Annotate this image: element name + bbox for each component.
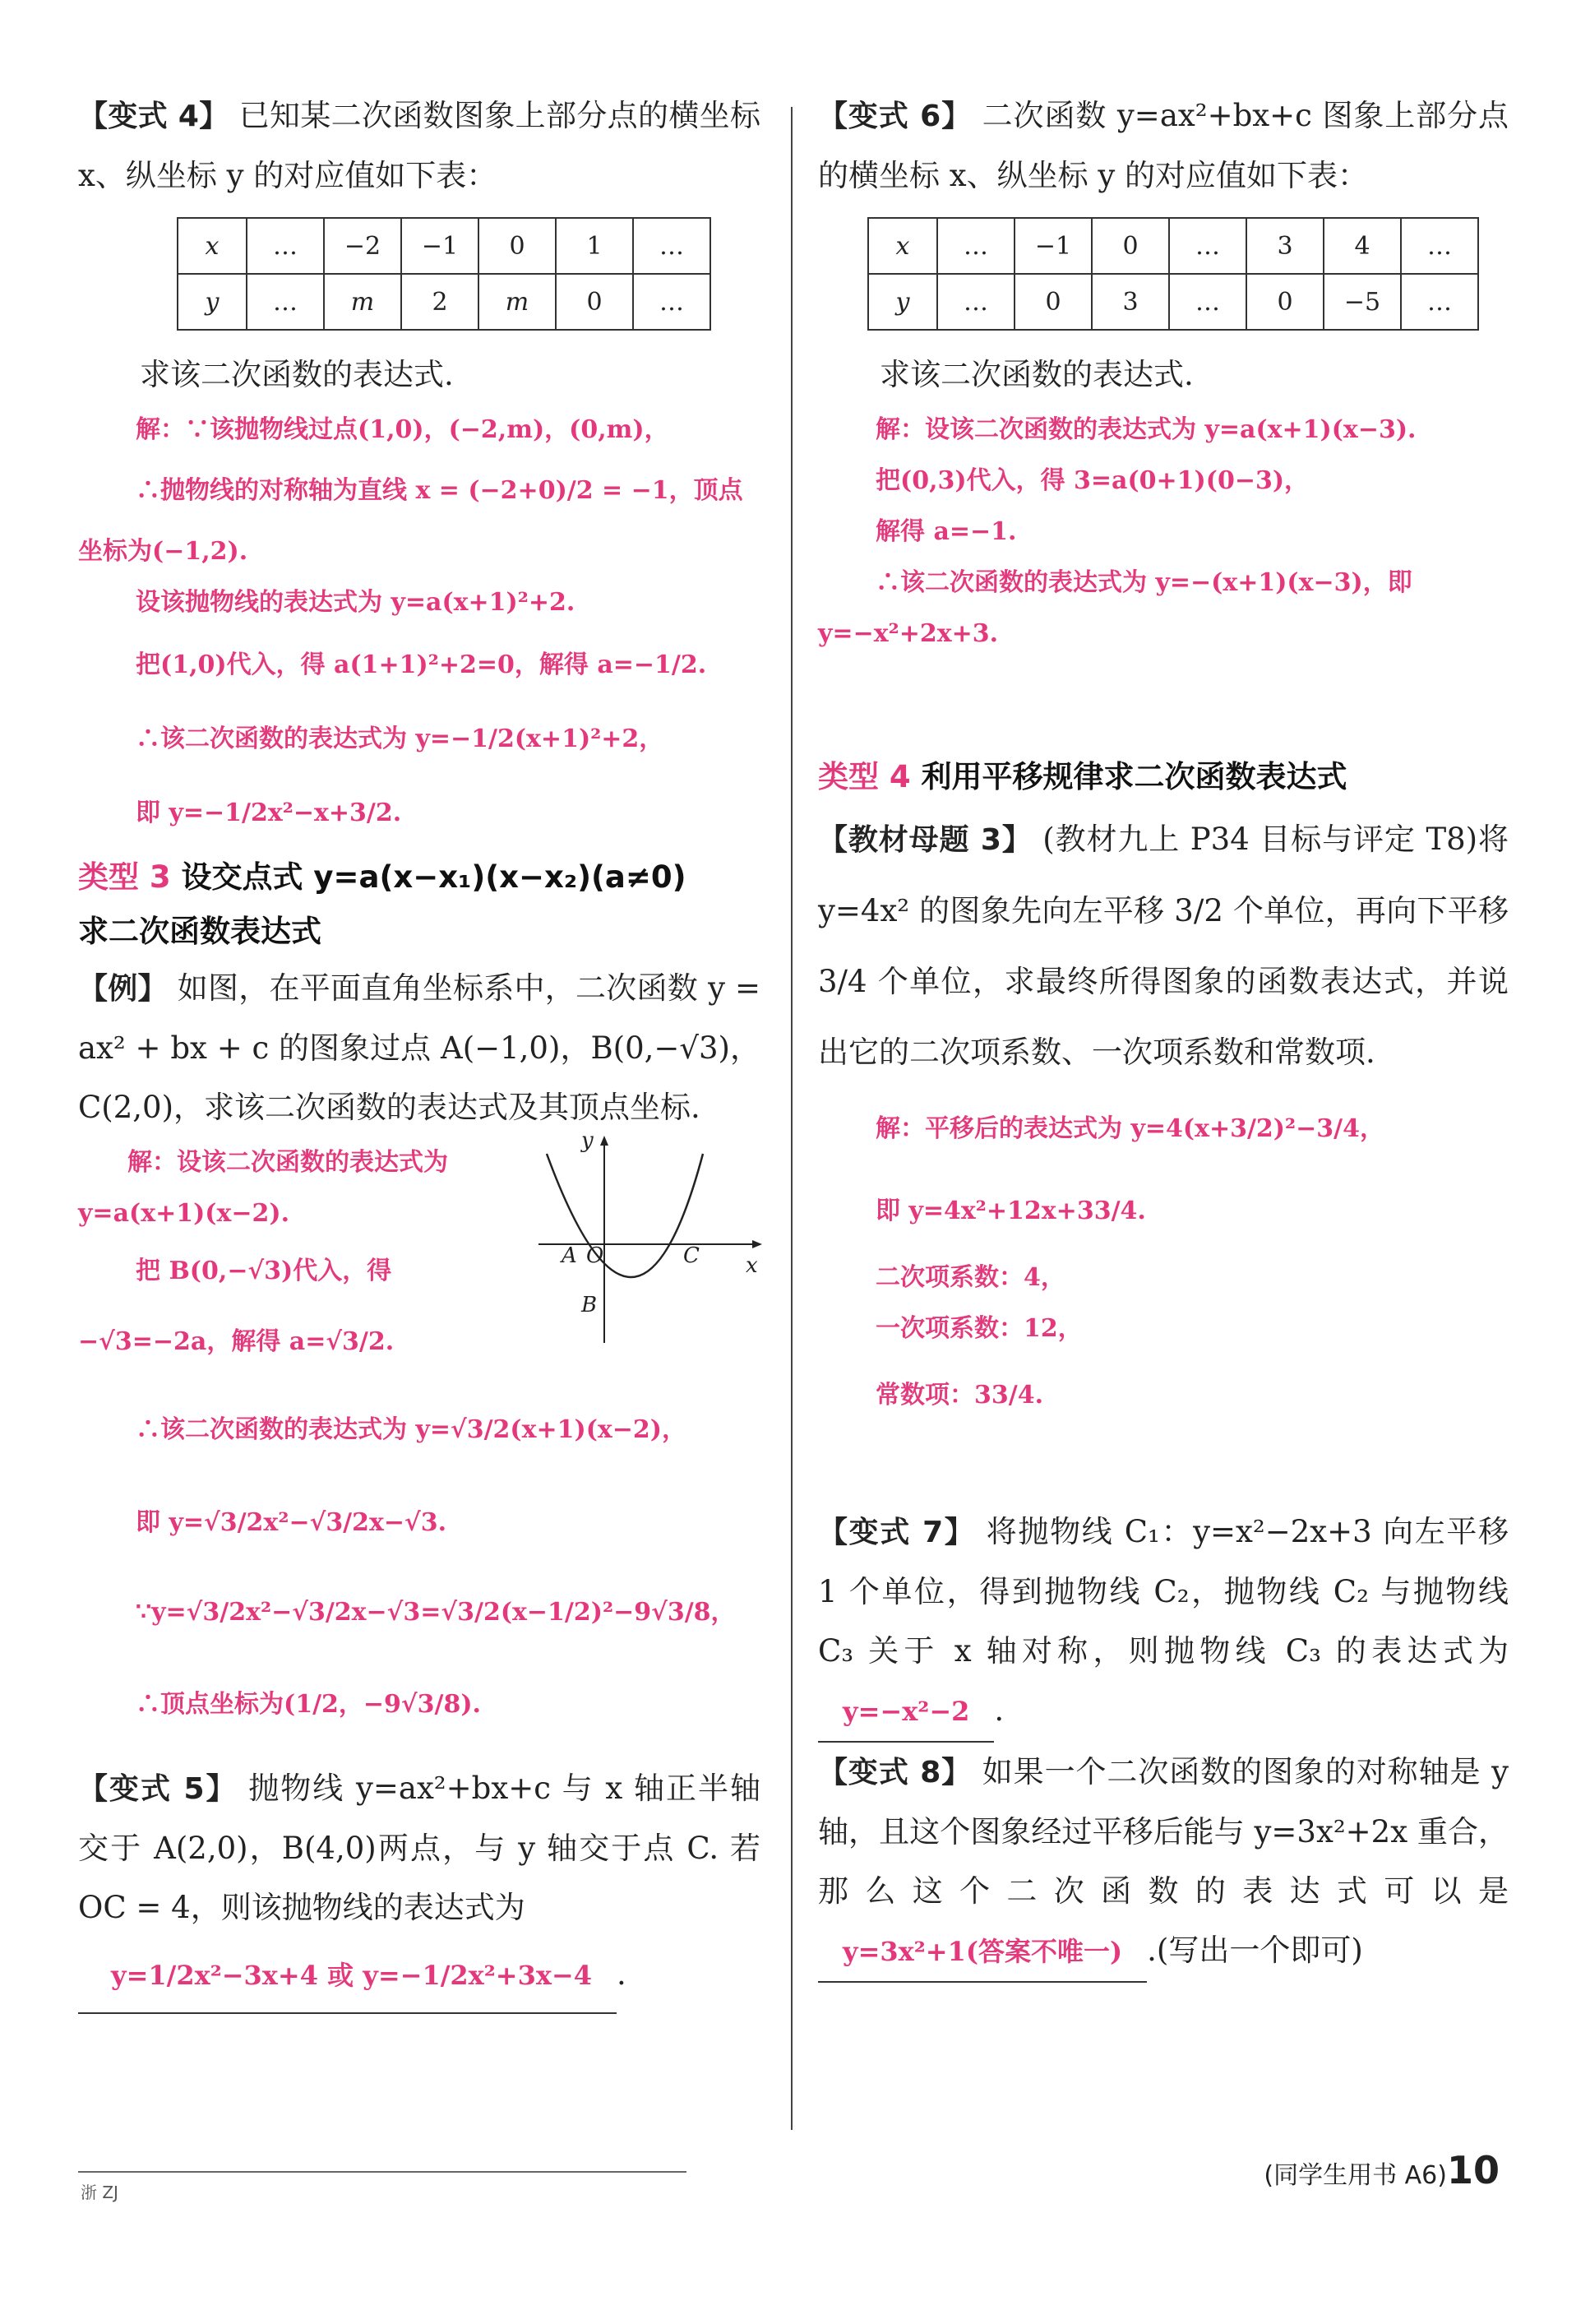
table-cell: y [868,274,937,330]
variant-4-label: 【变式 4】 [78,100,229,133]
textbook-problem-3-solution [818,1088,1509,1437]
type-3-heading [78,850,760,905]
variant-5-answer-line [78,1937,760,2014]
solution-line: 把(0,3)代入，得 3=a(0+1)(0−3)， [876,466,1310,495]
table-cell: … [1401,218,1478,274]
table-cell: −1 [1015,218,1092,274]
variant-8 [818,1743,1509,1983]
footer-edition: 浙 ZJ [81,2183,118,2202]
variant-4-solution [78,405,760,850]
solution-line: 把 B(0,−√3)代入，得 [136,1257,392,1285]
solution-line: 即 y=4x²+12x+33/4. [876,1197,1146,1225]
right-column [818,86,1509,1983]
table-cell: … [633,218,710,274]
textbook-problem-3 [818,804,1509,1088]
table-row [868,218,1478,274]
variant-6-table [867,217,1479,331]
example-text: 如图，在平面直角坐标系中，二次函数 y = ax² + bx + c 的图象过点 A(−1,0)，B(0,−√3)，C(2,0)，求该二次函数的表达式及其顶点坐标. [78,970,760,1125]
table-cell: x [178,218,247,274]
variant-6 [818,86,1509,206]
variant-7-end: . [994,1692,1005,1728]
table-cell: … [1401,274,1478,330]
origin-label: O [586,1243,604,1268]
table-cell: −2 [324,218,401,274]
table-cell: 3 [1092,274,1169,330]
type-4-tag: 类型 4 [818,759,911,794]
table-cell: 0 [478,218,556,274]
solution-line: ∴顶点坐标为(1/2，−9√3/8). [136,1690,481,1719]
solution-line: 解：设该二次函数的表达式为 [127,1148,448,1177]
variant-8-label: 【变式 8】 [818,1756,973,1789]
bottom-rule [78,2171,686,2173]
table-cell: … [247,274,324,330]
type-4-heading [818,750,1509,804]
table-cell: … [937,218,1015,274]
solution-line: ∴抛物线的对称轴为直线 x = (−2+0)/2 = −1，顶点 [136,476,743,505]
variant-5-text: 抛物线 y=ax²+bx+c 与 x 轴正半轴交于 A(2,0)，B(4,0)两点，与 y 轴交于点 C. 若 OC = 4，则该抛物线的表达式为 [78,1771,760,1925]
type-3-title: 设交点式 y=a(x−x₁)(x−x₂)(a≠0) [181,859,686,895]
variant-7-answer[interactable]: y=−x²−2 [818,1682,994,1743]
solution-line: 常数项：33/4. [876,1381,1044,1410]
table-cell: 1 [556,218,633,274]
variant-5-answer[interactable]: y=1/2x²−3x+4 或 y=−1/2x²+3x−4 [78,1938,617,2014]
variant-6-label: 【变式 6】 [818,100,972,133]
table-cell: … [1169,218,1246,274]
table-cell: 0 [1015,274,1092,330]
table-cell: y [178,274,247,330]
table-cell: … [937,274,1015,330]
variant-6-solution [818,405,1509,660]
table-cell: 0 [1246,274,1324,330]
solution-line: 把(1,0)代入，得 a(1+1)²+2=0，解得 a=−1/2. [136,650,707,679]
variant-5-end: . [617,1956,626,1992]
variant-7-label: 【变式 7】 [818,1516,976,1549]
table-cell: … [1169,274,1246,330]
variant-5 [78,1759,760,1937]
left-column [78,86,760,2014]
column-divider [791,107,793,2130]
solution-line: y=a(x+1)(x−2). [78,1199,290,1228]
table-cell: … [633,274,710,330]
solution-line: 解：∵该抛物线过点(1,0)，(−2,m)，(0,m)， [136,415,669,444]
textbook-problem-3-text: (教材九上 P34 目标与评定 T8)将 y=4x² 的图象先向左平移 3/2 个单位，再向下平移 3/4 个单位，求最终所得图象的函数表达式，并说出它的二次项系数、一次项系数和常数项. [818,822,1509,1070]
table-row [178,218,710,274]
variant-4-table [177,217,711,331]
type-4-title: 利用平移规律求二次函数表达式 [921,759,1347,794]
variant-4 [78,86,760,206]
axis-x-label: x [746,1253,758,1278]
example-solution [78,1128,760,1751]
variant-4-question: 求该二次函数的表达式. [140,357,454,392]
solution-line: ∴该二次函数的表达式为 y=√3/2(x+1)(x−2)， [136,1415,687,1444]
table-cell: 0 [1092,218,1169,274]
example-label: 【例】 [78,972,168,1006]
solution-line: 设该抛物线的表达式为 y=a(x+1)²+2. [136,588,575,617]
solution-line: 一次项系数：12， [876,1314,1083,1343]
point-a-label: A [562,1243,577,1268]
table-cell: 4 [1324,218,1401,274]
table-cell: … [247,218,324,274]
variant-8-answer[interactable]: y=3x²+1(答案不唯一) [818,1922,1147,1983]
footer-page [1264,2148,1500,2192]
solution-line: y=−x²+2x+3. [818,619,999,648]
parabola-graph [530,1121,769,1351]
textbook-problem-3-label: 【教材母题 3】 [818,823,1033,857]
page-number: 10 [1446,2148,1500,2192]
example [78,959,760,1137]
solution-line: 即 y=√3/2x²−√3/2x−√3. [136,1508,447,1537]
type-3-tag: 类型 3 [78,859,171,895]
solution-line: 解：设该二次函数的表达式为 y=a(x+1)(x−3). [876,415,1417,444]
table-cell: x [868,218,937,274]
table-cell: 3 [1246,218,1324,274]
solution-line: 坐标为(−1,2). [78,537,248,566]
solution-line: 解得 a=−1. [876,517,1017,546]
variant-5-label: 【变式 5】 [78,1772,238,1806]
table-row [178,274,710,330]
solution-line: 即 y=−1/2x²−x+3/2. [136,799,402,827]
solution-line: ∵y=√3/2x²−√3/2x−√3=√3/2(x−1/2)²−9√3/8， [136,1598,736,1627]
table-cell: −5 [1324,274,1401,330]
solution-line: 二次项系数：4， [876,1263,1065,1292]
variant-7-text: 将抛物线 C₁：y=x²−2x+3 向左平移 1 个单位，得到抛物线 C₂，抛物线 C₂ 与抛物线 C₃ 关于 x 轴对称，则抛物线 C₃ 的表达式为 [818,1514,1509,1669]
point-c-label: C [683,1243,700,1268]
variant-8-text: 如果一个二次函数的图象的对称轴是 y 轴，且这个图象经过平移后能与 y=3x²+2x 重合，那么这个二次函数的表达式可以是 [818,1754,1509,1909]
type-3-title-cont: 求二次函数表达式 [78,914,321,949]
solution-line: 解：平移后的表达式为 y=4(x+3/2)²−3/4， [876,1114,1384,1143]
point-b-label: B [581,1293,598,1317]
table-cell: m [324,274,401,330]
variant-8-end: .(写出一个即可) [1147,1933,1363,1968]
axis-y-label: y [581,1128,594,1153]
table-cell: m [478,274,556,330]
variant-4-text: 已知某二次函数图象上部分点的横坐标 x、纵坐标 y 的对应值如下表： [78,98,760,193]
variant-6-question: 求该二次函数的表达式. [880,357,1194,392]
solution-line: ∴该二次函数的表达式为 y=−(x+1)(x−3)，即 [876,568,1412,597]
table-cell: 0 [556,274,633,330]
footer-ref: (同学生用书 A6) [1264,2161,1447,2190]
solution-line: ∴该二次函数的表达式为 y=−1/2(x+1)²+2， [136,725,664,753]
variant-7 [818,1502,1509,1743]
variant-6-text: 二次函数 y=ax²+bx+c 图象上部分点的横坐标 x、纵坐标 y 的对应值如下表： [818,98,1509,193]
table-row [868,274,1478,330]
table-cell: −1 [401,218,478,274]
solution-line: −√3=−2a，解得 a=√3/2. [78,1327,395,1356]
table-cell: 2 [401,274,478,330]
